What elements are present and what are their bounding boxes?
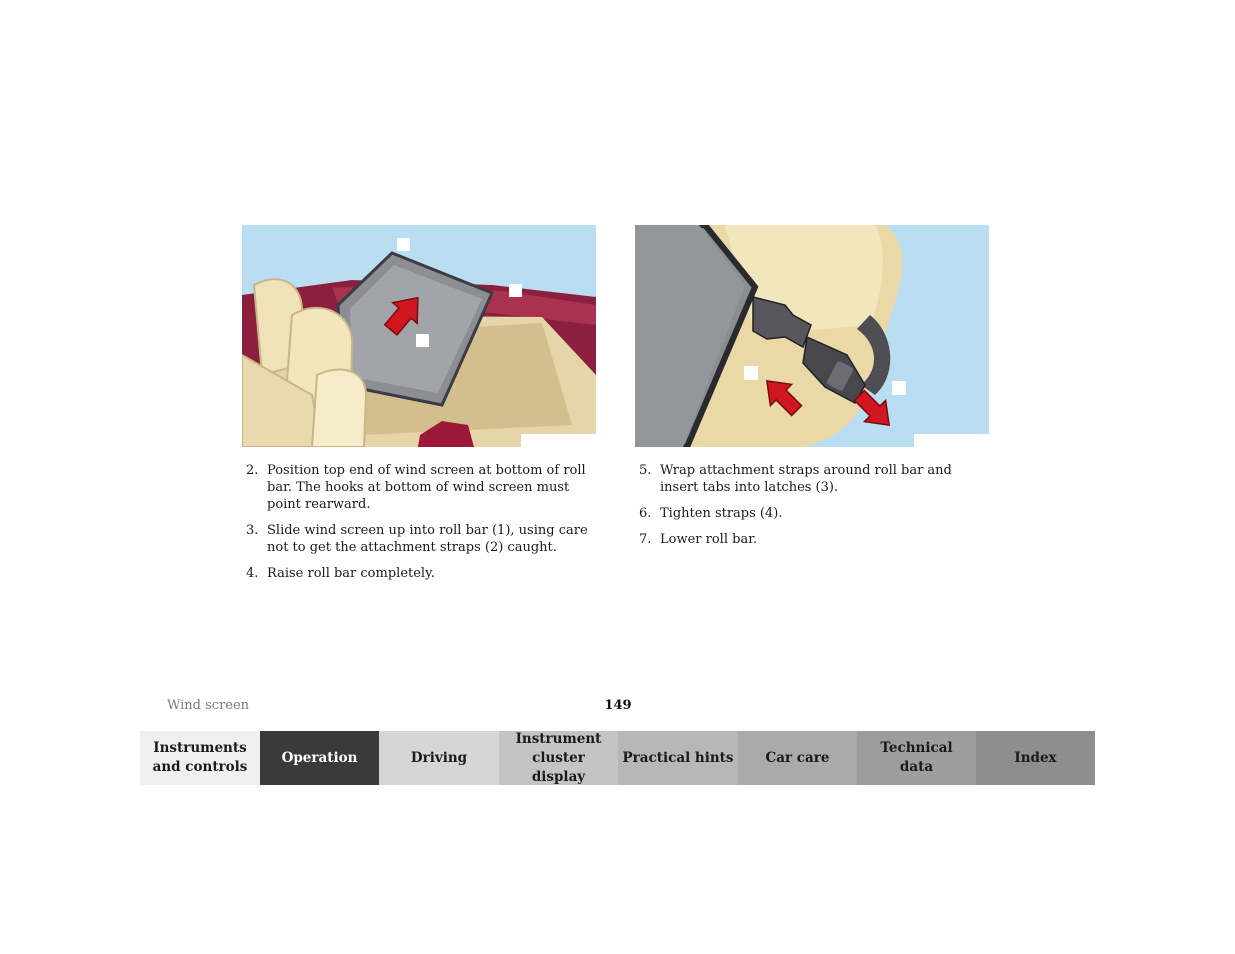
step-number: 6. [639, 506, 652, 521]
figure-code-box [521, 434, 596, 447]
illustration-strap-latch [635, 225, 989, 447]
callout-box-4 [744, 366, 758, 380]
chapter-nav [140, 731, 1095, 785]
instruction-steps-left [246, 462, 602, 591]
step-text: Tighten straps (4). [660, 506, 783, 521]
nav-tab-operation[interactable]: Operation [260, 731, 379, 785]
step-text: Raise roll bar completely. [267, 566, 435, 581]
step-number: 3. [246, 523, 259, 538]
nav-tab-instruments-and-controls[interactable]: Instruments and controls [140, 731, 260, 785]
step-number: 7. [639, 532, 652, 547]
step-text: Position top end of wind screen at bottom of roll bar. The hooks at bottom of wind screen must point rearward. [267, 463, 586, 512]
step-item [246, 462, 602, 513]
instruction-steps-right [639, 462, 989, 557]
illustration-windscreen-install [242, 225, 596, 447]
step-text: Slide wind screen up into roll bar (1), using care not to get the attachment straps (2) caught. [267, 523, 588, 555]
callout-box-2 [509, 284, 522, 297]
step-item [639, 505, 989, 522]
step-number: 2. [246, 463, 259, 478]
step-number: 4. [246, 566, 259, 581]
callout-box-3 [416, 334, 429, 347]
section-title: Wind screen [167, 698, 250, 713]
step-item [639, 531, 989, 548]
step-item [639, 462, 989, 496]
nav-tab-index[interactable]: Index [976, 731, 1095, 785]
nav-tab-technical-data[interactable]: Technical data [857, 731, 976, 785]
nav-tab-driving[interactable]: Driving [379, 731, 499, 785]
step-item [246, 522, 602, 556]
nav-tab-car-care[interactable]: Car care [738, 731, 857, 785]
step-number: 5. [639, 463, 652, 478]
nav-tab-instrument-cluster-display[interactable]: Instrument cluster display [499, 731, 618, 785]
step-text: Lower roll bar. [660, 532, 758, 547]
callout-box-1 [397, 238, 410, 251]
page-number: 149 [604, 698, 632, 713]
callout-box-5 [892, 381, 906, 395]
nav-tab-practical-hints[interactable]: Practical hints [618, 731, 738, 785]
figure-code-box [914, 434, 989, 447]
step-item [246, 565, 602, 582]
step-text: Wrap attachment straps around roll bar and insert tabs into latches (3). [660, 463, 952, 495]
